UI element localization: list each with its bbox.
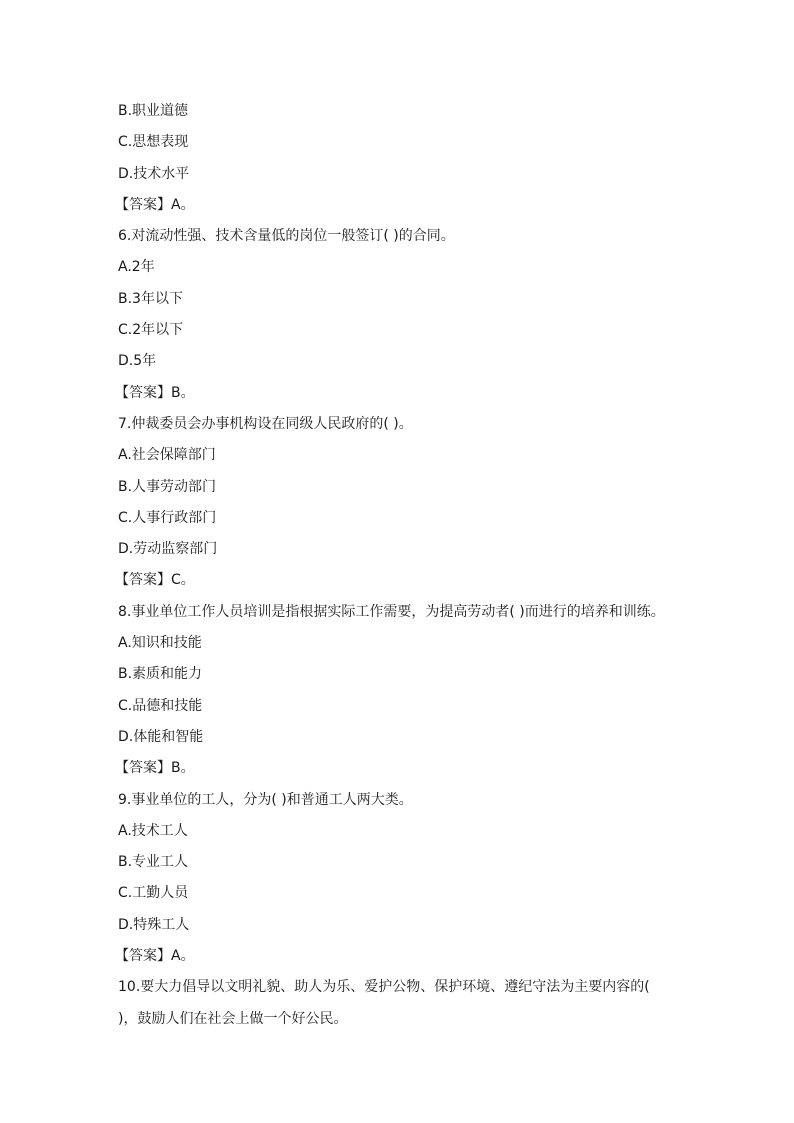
option-line: A.技术工人 bbox=[118, 822, 188, 839]
option-line: D.技术水平 bbox=[118, 165, 190, 182]
answer-line: 【答案】A。 bbox=[115, 948, 195, 965]
option-line: A.知识和技能 bbox=[118, 635, 202, 652]
option-line: B.职业道德 bbox=[118, 103, 189, 119]
option-line: B.人事劳动部门 bbox=[118, 478, 217, 495]
option-line: D.特殊工人 bbox=[118, 916, 190, 933]
option-line: B.3年以下 bbox=[118, 290, 183, 307]
question-line: 7.仲裁委员会办事机构设在同级人民政府的( )。 bbox=[118, 415, 413, 432]
question-line: 10.要大力倡导以文明礼貌、助人为乐、爱护公物、保护环境、遵纪守法为主要内容的( bbox=[118, 979, 650, 996]
option-line: C.人事行政部门 bbox=[118, 509, 217, 526]
question-continuation-line: )，鼓励人们在社会上做一个好公民。 bbox=[118, 1010, 348, 1027]
option-line: C.2年以下 bbox=[118, 322, 184, 339]
option-line: B.素质和能力 bbox=[118, 666, 203, 683]
option-line: D.劳动监察部门 bbox=[118, 541, 218, 558]
option-line: A.2年 bbox=[118, 259, 155, 276]
question-line: 8.事业单位工作人员培训是指根据实际工作需要，为提高劳动者( )而进行的培养和训练。 bbox=[118, 603, 665, 620]
answer-line: 【答案】B。 bbox=[115, 760, 195, 777]
answer-line: 【答案】A。 bbox=[115, 196, 195, 213]
answer-line: 【答案】C。 bbox=[115, 572, 195, 589]
option-line: D.体能和智能 bbox=[118, 728, 204, 745]
option-line: C.品德和技能 bbox=[118, 697, 203, 714]
option-line: C.工勤人员 bbox=[118, 885, 189, 902]
answer-line: 【答案】B。 bbox=[115, 384, 195, 401]
option-line: A.社会保障部门 bbox=[118, 447, 216, 464]
option-line: D.5年 bbox=[118, 353, 157, 370]
question-list bbox=[115, 101, 678, 1040]
option-line: B.专业工人 bbox=[118, 854, 189, 871]
question-line: 6.对流动性强、技术含量低的岗位一般签订( )的合同。 bbox=[118, 228, 455, 245]
question-line: 9.事业单位的工人，分为( )和普通工人两大类。 bbox=[118, 791, 413, 808]
option-line: C.思想表现 bbox=[118, 134, 189, 151]
